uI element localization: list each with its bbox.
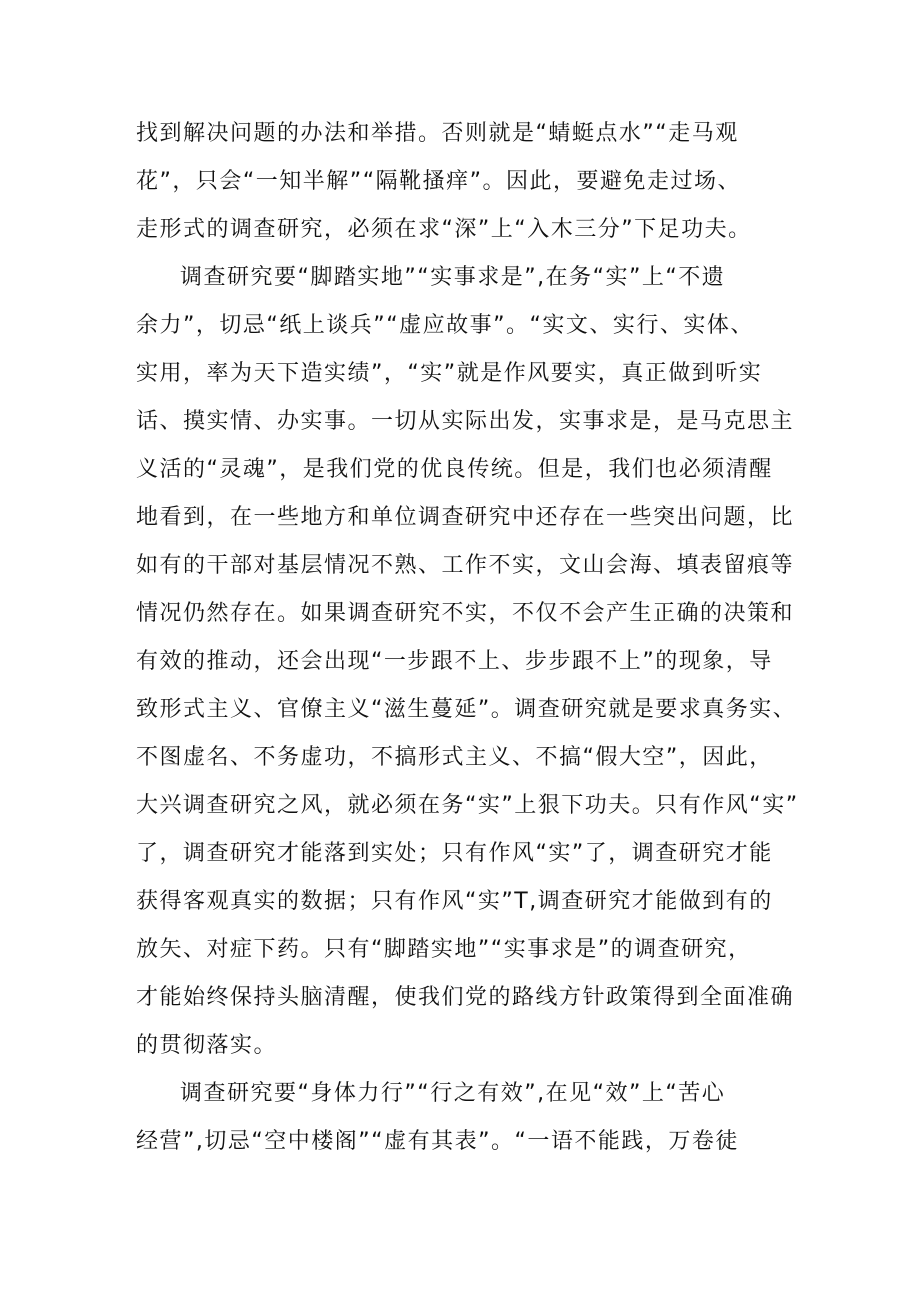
text-line: 不图虚名、不务虚功，不搞形式主义、不搞“假大空”，因此，	[136, 745, 773, 770]
text-line: 余力”，切忌“纸上谈兵”“虚应故事”。“实文、实行、实体、	[136, 313, 754, 338]
text-line: 有效的推动，还会出现“一步跟不上、步步跟不上”的现象，导	[136, 649, 773, 674]
paragraph-start-line: 调查研究要“脚踏实地”“实事求是”,在务“实”上“不遗	[180, 265, 726, 290]
text-line: 放矢、对症下药。只有“脚踏实地”“实事求是”的调查研究，	[136, 937, 752, 962]
text-line: 获得客观真实的数据；只有作风“实”T,调查研究才能做到有的	[136, 889, 773, 914]
text-line: 如有的干部对基层情况不熟、工作不实，文山会海、填表留痕等	[136, 553, 795, 578]
text-line: 实用，率为天下造实绩”，“实”就是作风要实，真正做到听实	[136, 361, 763, 386]
text-line: 了，调查研究才能落到实处；只有作风“实”了，调查研究才能	[136, 841, 773, 866]
text-line: 的贯彻落实。	[136, 1033, 278, 1058]
text-line: 义活的“灵魂”，是我们党的优良传统。但是，我们也必须清醒	[136, 457, 773, 482]
text-line: 情况仍然存在。如果调查研究不实，不仅不会产生正确的决策和	[136, 601, 795, 626]
text-line: 话、摸实情、办实事。一切从实际出发，实事求是，是马克思主	[136, 409, 795, 434]
text-line: 走形式的调查研究，必须在求“深”上“入木三分”下足功夫。	[136, 217, 752, 242]
text-line: 致形式主义、官僚主义“滋生蔓延”。调查研究就是要求真务实、	[136, 697, 797, 722]
text-line: 花”，只会“一知半解”“隔靴搔痒”。因此，要避免走过场、	[136, 169, 741, 194]
text-line: 地看到，在一些地方和单位调查研究中还存在一些突出问题，比	[136, 505, 795, 530]
text-line: 找到解决问题的办法和举措。否则就是“蜻蜓点水”“走马观	[136, 121, 739, 146]
paragraph-start-line: 调查研究要“身体力行”“行之有效”,在见“效”上“苦心	[180, 1081, 726, 1106]
text-line: 才能始终保持头脑清醒，使我们党的路线方针政策得到全面准确	[136, 985, 795, 1010]
text-line: 大兴调查研究之风，就必须在务“实”上狠下功夫。只有作风“实”	[136, 793, 799, 818]
text-line: 经营”,切忌“空中楼阁”“虚有其表”。“一语不能践，万卷徒	[136, 1129, 739, 1154]
